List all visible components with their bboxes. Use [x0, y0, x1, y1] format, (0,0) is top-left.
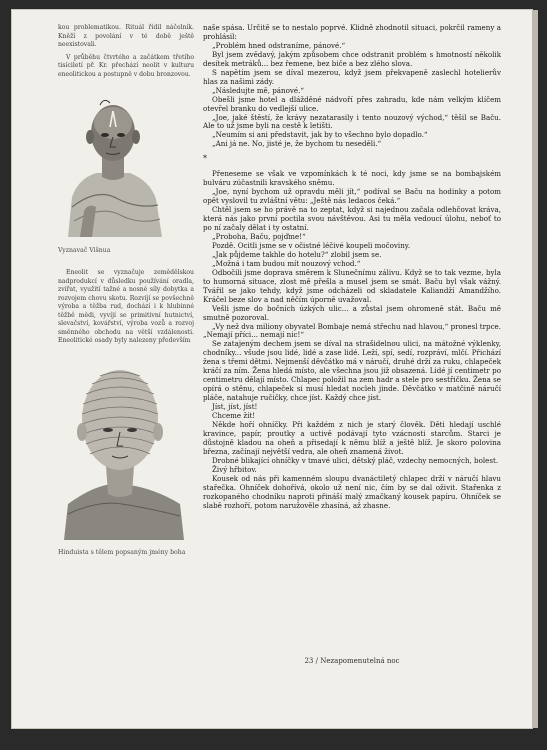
paragraph: „Ani já ne. No, jisté je, že bychom tu neseděli.“	[212, 139, 382, 149]
paragraph: „Joe, jaké štěstí, že krávy nezatarasily i tento nouzový východ,“ těšil se Baču. Ale to už jsme byli na cestě k letišti.	[203, 112, 501, 131]
paragraph: Jíst, jíst, jíst!	[212, 402, 258, 412]
paragraph: Drobné blikající ohníčky v tmavé ulici, dětský pláč, vzdechy nemocných, bolest.	[212, 455, 499, 465]
paragraph: Vešli jsme do bočních úzkých ulic... a zůstal jsem ohromeně stát. Baču mě smutně pozoroval.	[203, 303, 501, 322]
paragraph: Kousek od nás při kamenném sloupu dvanáctiletý chlapec drží v náručí hlavu stařečka. Ohníček dohořívá, okolo už není nic, čím by se dal oživit. Stařenka z rozkopaného chodníku naproti přináší malý zmačkaný kousek papíru. Ohníček se slabě rozhoří, potom naružověle zhasíná, až zhasne.	[203, 473, 501, 510]
paragraph: „Možná i tam budou mít nouzový vchod.“	[212, 258, 361, 268]
inscribed-head-image	[58, 354, 188, 540]
figure-caption: Vyznavač Višnua	[58, 246, 111, 254]
paragraph: „Neumím si ani představit, jak by to všechno bylo dopadlo.“	[212, 130, 428, 140]
paragraph: Obešli jsme hotel a dlážděné nádvoří přes zahradu, kde nám velkým klíčem otevřel branku do vedlejší ulice.	[203, 94, 501, 113]
page-edge	[532, 10, 538, 728]
sidebar-column	[58, 24, 194, 562]
chapter-title: Nezapomenutelná noc	[320, 657, 400, 665]
page-footer	[203, 657, 501, 665]
main-text-column	[203, 24, 501, 511]
paragraph: Odbočili jsme doprava směrem k Slunečnímu zálivu. Když se to tak vezme, byla to humorná situace, zlost mě přešla a musel jsem se smát. Baču byl však vážný. Tvářil se jako tehdy, když jsme odcházeli od skladatele Kaliandží Amandžího. Kráčel beze slov a nad něčím úporně uvažoval.	[203, 267, 501, 304]
sidebar-paragraph: V průběhu čtvrtého a začátkem třetího tisíciletí př. Kr. přechází neolit v kulturu eneolitickou a postupně v dobu bronzovou.	[58, 53, 194, 78]
page-number: 23	[304, 657, 314, 665]
paragraph: „Vy než dva miliony obyvatel Bombaje nemá střechu nad hlavou,“ pronesl trpce. „Nemají příci... nemají nic!“	[203, 321, 501, 340]
paragraph: „Jak půjdeme takhle do hotelu?“ zlobil jsem se.	[212, 249, 382, 259]
paragraph: Chtěl jsem se ho právě na to zeptat, když si najednou začala odlehčovat kráva, která nás jako první poctila svou návštěvou. Asi tu měla vedoucí úlohu, neboť to po ní začaly dělat i ty ostatní.	[203, 205, 501, 233]
paragraph: Někde hoří ohníčky. Při každém z nich je starý člověk. Děti hledají uschlé kravince, papír, proutky a uctivě podávají tyto vzácnosti starcům. Starci je důstojně kladou na oheň a přisedají k němu blíž a ještě blíž. Je skoro polovina března, začínají největší vedra, ale oheň znamená život.	[203, 419, 501, 456]
paragraph: „Následujte mě, pánové.“	[212, 85, 304, 95]
paragraph: Pozdě. Ocitli jsme se v očistné léčivé koupeli močoviny.	[212, 240, 411, 250]
paragraph: Přeneseme se však ve vzpomínkách k té noci, kdy jsme se na bombajském bulváru zúčastnili kravského sněmu.	[203, 169, 501, 188]
footer-separator: /	[315, 657, 318, 665]
paragraph: Živý hřbitov.	[212, 464, 257, 474]
paragraph: S napětím jsem se díval mezerou, když jsem překvapeně zaslechl hotelierův hlas za našimi zády.	[203, 67, 501, 86]
section-break: *	[203, 154, 207, 164]
paragraph: „Problém hned odstraníme, pánové.“	[212, 40, 346, 50]
paragraph: Chceme žít!	[212, 411, 256, 421]
sidebar-paragraph: kou problematikou. Rituál řídil náčelník. Kněží z povolání v té době ještě neexistovali.	[58, 24, 194, 48]
figure-caption: Hinduista s tělem popsaným jmény boha	[58, 549, 186, 556]
paragraph: „Proboha, Baču, pojďme!“	[212, 231, 306, 241]
paragraph: Se zatajeným dechem jsem se díval na strašidelnou ulici, na mátožné výklenky, chodníky... všude jsou lidé, lidé a zase lidé. Leží, spí, sedí, rozpráví, mlčí. Přichází žena s třemi dětmi. Nejmenší děvčátko má v náručí, druhé drží za ruku, chlapeček kráčí za ním. Žena hledá místo, ale všechna jsou již obsazená. Lidé jí centimetr po centimetru dělají místo. Chlapec položil na zem hadr a stele pro sestřičku. Žena se opírá o stěnu, chlapeček si musí hledat nocleh jinde. Děvčátko v matčině náručí pláče, natahuje ručičky, chce jíst. Každý chce jíst.	[203, 339, 501, 403]
paragraph: Byl jsem zvědavý, jakým způsobem chce odstranit problém s hmotností několik desítek metráků... bez řemene, bez biče a bez zlého slova.	[203, 49, 501, 68]
paragraph: „Joe, nyní bychom už opravdu měli jít,“ podíval se Baču na hodinky a potom opět vyslovil tu zvláštní větu: „Ještě nás ledacos čeká.“	[203, 187, 501, 206]
paragraph: naše spása. Určitě se to nestalo poprvé. Klidně zhodnotil situaci, pokrčil rameny a prohlásil:	[203, 23, 501, 41]
sidebar-paragraph: Eneolit se vyznačuje zemědělskou nadprodukcí v důsledku používání oradla, zvířat, využití tažné a nosné síly dobytka a rozvojem chovu skotu. Rozvíjí se povšechně výroba a těžba rud, dochází i k hlubinné těžbě mědi, vyvíjí se primitivní hutnictví, slevačství, kovářství, výroba vozů a rozvoj směnného obchodu na větší vzdálenosti. Eneolitické osady byly nalezeny především	[58, 269, 194, 344]
devotee-portrait-image	[58, 87, 168, 237]
figure-vishnu-devotee	[58, 87, 194, 255]
figure-hindu-head	[58, 354, 194, 558]
